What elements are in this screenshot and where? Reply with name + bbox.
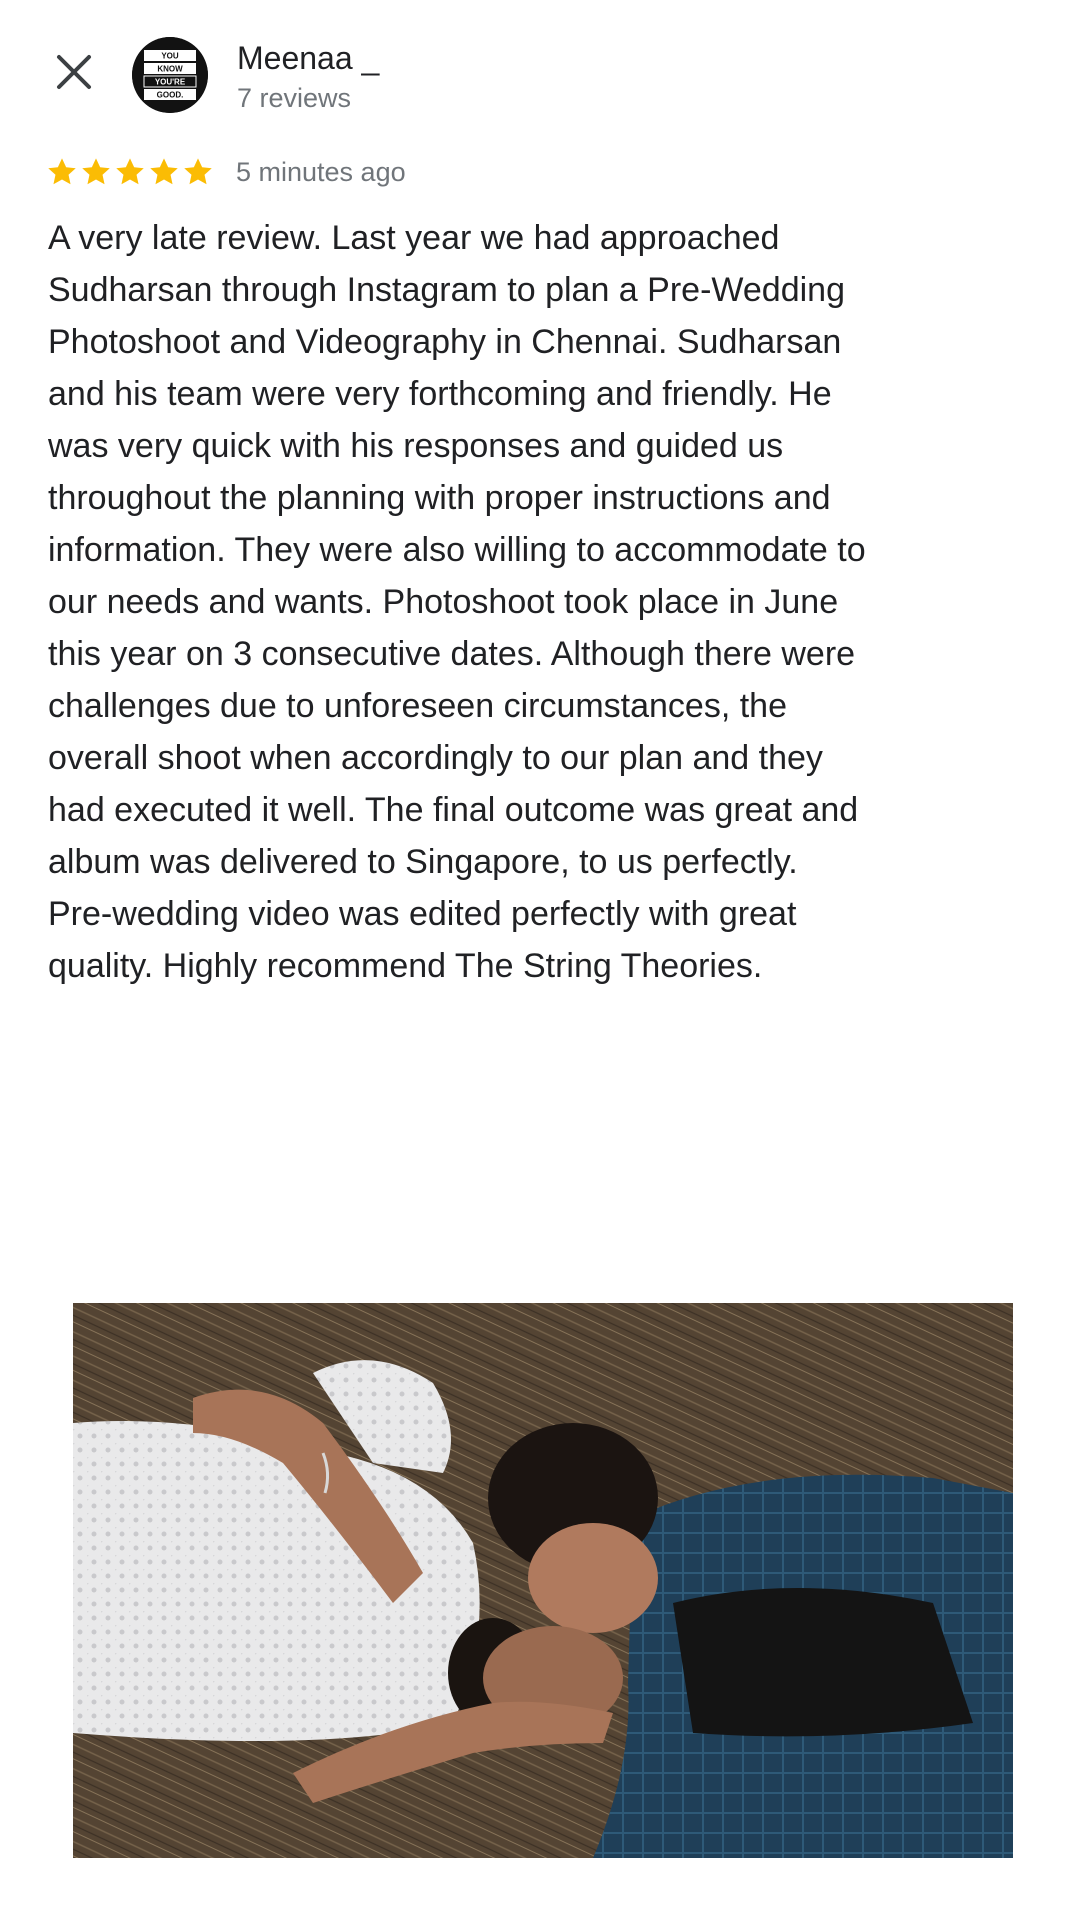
avatar-logo-icon xyxy=(132,37,208,113)
close-icon xyxy=(56,54,92,95)
rating-row xyxy=(46,150,406,194)
review-text: A very late review. Last year we had approached Sudharsan through Instagram to plan a Pre-Wedding Photoshoot and Videography in Chennai. Sudharsan and his team were very forthcoming and friendly. He was very quick with his responses and guided us throughout the planning with proper instructions and information. They were also willing to accommodate to our needs and wants. Photoshoot took place in June this year on 3 consecutive dates. Although there were challenges due to unforeseen circumstances, the overall shoot when accordingly to our plan and they had executed it well. The final outcome was great and album was delivered to Singapore, to us perfectly. Pre-wedding video was edited perfectly with great quality. Highly recommend The String Theories. xyxy=(48,219,866,985)
review-header xyxy=(0,0,1080,150)
star-icon xyxy=(182,156,214,188)
reviewer-name[interactable]: Meenaa _ xyxy=(237,40,380,76)
star-icon xyxy=(114,156,146,188)
reviewer-info xyxy=(237,38,379,116)
avatar-line-2: KNOW xyxy=(157,64,183,74)
avatar-line-3: YOU'RE xyxy=(154,77,186,87)
avatar-line-1: YOU xyxy=(161,51,179,61)
reviewer-review-count[interactable]: 7 reviews xyxy=(237,83,352,113)
avatar[interactable] xyxy=(132,37,208,113)
avatar-line-4: GOOD. xyxy=(156,90,184,100)
star-rating xyxy=(46,156,214,188)
close-button[interactable] xyxy=(46,46,102,102)
review-timestamp: 5 minutes ago xyxy=(236,156,406,187)
star-icon xyxy=(80,156,112,188)
review-photo[interactable] xyxy=(73,1303,1013,1858)
star-icon xyxy=(46,156,78,188)
review-photo-image xyxy=(73,1303,1013,1858)
star-icon xyxy=(148,156,180,188)
